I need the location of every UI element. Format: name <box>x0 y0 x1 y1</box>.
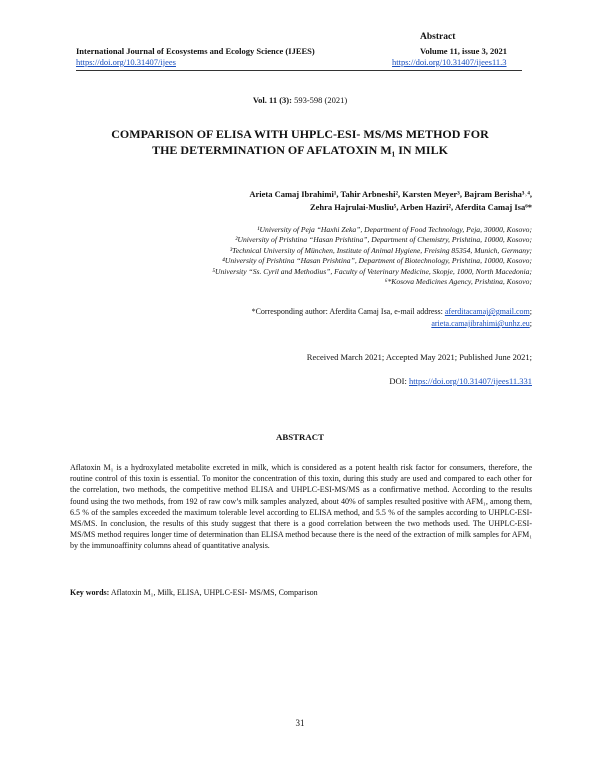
header-divider <box>76 70 522 71</box>
title-line: THE DETERMINATION OF AFLATOXIN M₁ IN MILK <box>152 143 448 157</box>
page-number: 31 <box>295 718 305 728</box>
article-doi-link[interactable]: https://doi.org/10.31407/ijees11.331 <box>408 376 532 386</box>
journal-name: International Journal of Ecosystems and Ecology Science (IJEES) <box>76 46 315 56</box>
email-link-1[interactable]: aferditacamaj@gmail.com <box>444 307 530 316</box>
keywords <box>70 588 532 597</box>
title-line: COMPARISON OF ELISA WITH UHPLC-ESI- MS/MS METHOD FOR <box>111 127 489 141</box>
email-end: ; <box>529 319 532 328</box>
volume-issue: Volume 11, issue 3, 2021 <box>420 46 508 56</box>
affiliation-item: ⁴University of Prishtina “Hasan Prishtina”, Department of Biotechnology, Prishtina, 10000, Kosovo; <box>222 256 532 266</box>
affiliation-item: ¹University of Peja “Haxhi Zeka”, Department of Food Technology, Peja, 30000, Kosovo; <box>257 225 532 234</box>
section-label: Abstract <box>420 32 456 42</box>
corresponding-prefix: *Corresponding author: Aferdita Camaj Isa, e-mail address: <box>251 307 445 316</box>
author-list <box>249 188 532 214</box>
abstract-body: Aflatoxin M₁ is a hydroxylated metabolite excreted in milk, which is considered as a potent health risk factor for consumers, therefore, the routine control of this toxin is essential. To monitor the concentration of this toxin, during this study are used and compared to each other for the correlation, two methods, the competitive method ELISA and UHPLC-ESI-MS/MS as a confirmative method. According to the results found using the two methods, from 192 of raw cow’s milk samples analyzed, about 40% of samples resulted positive with AFM₁, among them, 6.5 % of the samples exceeded the maximum tolerable level according to ELISA method, and 5.5 % of the samples according to UHPLC-ESI-MS/MS. In conclusion, the results of this study suggest that there is a good correlation between the two methods used. The UHPLC-ESI-MS/MS method requires longer time of determination than ELISA method because there is the need of the extraction of milk samples for AFM₁ by the immunoaffinity columns ahead of quantitative analysis. <box>70 463 532 551</box>
abstract-heading: ABSTRACT <box>276 432 324 442</box>
citation-volume: Vol. 11 (3): <box>252 95 292 105</box>
doi-label: DOI: <box>389 376 409 386</box>
email-separator: ; <box>529 307 532 316</box>
affiliation-item: ⁶*Kosova Medicines Agency, Prishtina, Kosovo; <box>384 277 532 287</box>
keywords-label: Key words: <box>70 588 110 597</box>
author-line: Arieta Camaj Ibrahimi¹, Tahir Arbneshi², Karsten Meyer³, Bajram Berisha³˒⁴, <box>249 189 532 199</box>
affiliation-item: ²University of Prishtina “Hasan Prishtina”, Department of Chemistry, Prishtina, 10000, Kosovo; <box>235 235 532 245</box>
affiliation-item: ³Technical University of München, Institute of Animal Hygiene, Freising 85354, Munich, Germany; <box>229 245 532 255</box>
corresponding-author <box>252 306 532 330</box>
journal-doi-link[interactable]: https://doi.org/10.31407/ijees <box>76 57 176 67</box>
publication-dates: Received March 2021; Accepted May 2021; Published June 2021; <box>306 352 532 362</box>
author-line: Zehra Hajrulai-Musliu⁵, Arben Haziri², Aferdita Camaj Isa⁶* <box>309 202 532 212</box>
email-link-2[interactable]: arieta.camajibrahimi@unhz.eu <box>431 319 530 328</box>
affiliation-item: ⁵University “Ss. Cyril and Methodius”, Faculty of Veterinary Medicine, Skopje, 1000, North Macedonia; <box>212 266 532 276</box>
issue-doi-link[interactable]: https://doi.org/10.31407/ijees11.3 <box>392 57 507 67</box>
article-doi <box>389 376 532 386</box>
keywords-text: Aflatoxin M₁, Milk, ELISA, UHPLC-ESI- MS/MS, Comparison <box>109 588 318 597</box>
citation-line <box>0 95 600 105</box>
affiliations <box>212 225 532 287</box>
paper-title <box>60 126 540 158</box>
citation-pages: 593-598 (2021) <box>291 95 348 105</box>
